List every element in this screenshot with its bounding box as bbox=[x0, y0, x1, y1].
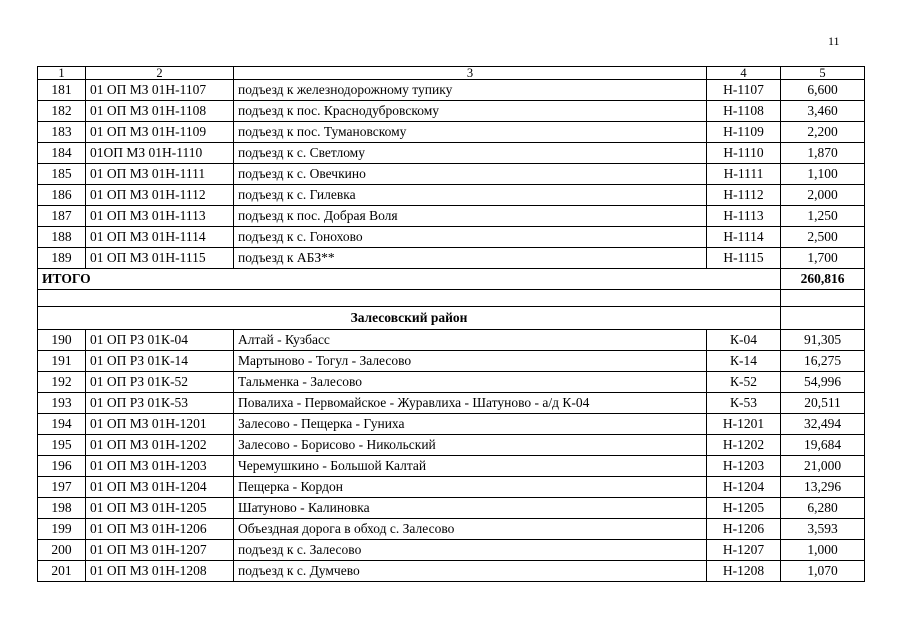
section-header-row bbox=[38, 307, 865, 330]
road-length: 1,250 bbox=[781, 206, 865, 227]
spacer-cell bbox=[781, 290, 865, 307]
road-index: Н-1204 bbox=[707, 477, 781, 498]
road-length: 3,460 bbox=[781, 101, 865, 122]
road-length: 13,296 bbox=[781, 477, 865, 498]
road-length: 1,700 bbox=[781, 248, 865, 269]
table-row bbox=[38, 185, 865, 206]
road-length: 21,000 bbox=[781, 456, 865, 477]
road-index: К-14 bbox=[707, 351, 781, 372]
road-code: 01 ОП МЗ 01Н-1113 bbox=[86, 206, 234, 227]
road-length: 1,870 bbox=[781, 143, 865, 164]
table-row bbox=[38, 80, 865, 101]
road-index: Н-1113 bbox=[707, 206, 781, 227]
road-length: 3,593 bbox=[781, 519, 865, 540]
road-length: 2,000 bbox=[781, 185, 865, 206]
row-number: 187 bbox=[38, 206, 86, 227]
road-registry-table bbox=[37, 66, 865, 582]
row-number: 192 bbox=[38, 372, 86, 393]
table-row bbox=[38, 101, 865, 122]
road-name: подъезд к АБЗ** bbox=[234, 248, 707, 269]
road-code: 01 ОП МЗ 01Н-1206 bbox=[86, 519, 234, 540]
table-row bbox=[38, 456, 865, 477]
road-length: 32,494 bbox=[781, 414, 865, 435]
header-col-5: 5 bbox=[781, 67, 865, 80]
total-row bbox=[38, 269, 865, 290]
road-code: 01 ОП РЗ 01К-14 bbox=[86, 351, 234, 372]
road-index: К-52 bbox=[707, 372, 781, 393]
table-row bbox=[38, 561, 865, 582]
road-index: К-04 bbox=[707, 330, 781, 351]
road-code: 01 ОП МЗ 01Н-1203 bbox=[86, 456, 234, 477]
row-number: 186 bbox=[38, 185, 86, 206]
road-name: подъезд к с. Светлому bbox=[234, 143, 707, 164]
column-number-header bbox=[38, 67, 865, 80]
road-code: 01 ОП РЗ 01К-53 bbox=[86, 393, 234, 414]
table-row bbox=[38, 351, 865, 372]
road-index: Н-1207 bbox=[707, 540, 781, 561]
row-number: 194 bbox=[38, 414, 86, 435]
road-code: 01 ОП МЗ 01Н-1204 bbox=[86, 477, 234, 498]
road-index: Н-1111 bbox=[707, 164, 781, 185]
header-col-4: 4 bbox=[707, 67, 781, 80]
road-index: Н-1202 bbox=[707, 435, 781, 456]
road-code: 01 ОП МЗ 01Н-1207 bbox=[86, 540, 234, 561]
total-label: ИТОГО bbox=[38, 269, 781, 290]
road-length: 1,000 bbox=[781, 540, 865, 561]
row-number: 201 bbox=[38, 561, 86, 582]
road-index: Н-1208 bbox=[707, 561, 781, 582]
road-code: 01 ОП МЗ 01Н-1201 bbox=[86, 414, 234, 435]
spacer-row bbox=[38, 290, 865, 307]
row-number: 184 bbox=[38, 143, 86, 164]
header-col-3: 3 bbox=[234, 67, 707, 80]
road-index: Н-1203 bbox=[707, 456, 781, 477]
road-length: 6,280 bbox=[781, 498, 865, 519]
road-name: Объездная дорога в обход с. Залесово bbox=[234, 519, 707, 540]
road-name: Залесово - Пещерка - Гуниха bbox=[234, 414, 707, 435]
road-index: Н-1107 bbox=[707, 80, 781, 101]
road-name: подъезд к с. Овечкино bbox=[234, 164, 707, 185]
road-code: 01 ОП МЗ 01Н-1114 bbox=[86, 227, 234, 248]
row-number: 181 bbox=[38, 80, 86, 101]
table-row bbox=[38, 330, 865, 351]
road-length: 2,200 bbox=[781, 122, 865, 143]
road-name: Алтай - Кузбасс bbox=[234, 330, 707, 351]
table-row bbox=[38, 498, 865, 519]
spacer-cell bbox=[38, 290, 781, 307]
table-row bbox=[38, 519, 865, 540]
table-row bbox=[38, 477, 865, 498]
table-row bbox=[38, 372, 865, 393]
road-index: Н-1201 bbox=[707, 414, 781, 435]
row-number: 183 bbox=[38, 122, 86, 143]
road-length: 1,100 bbox=[781, 164, 865, 185]
road-index: Н-1114 bbox=[707, 227, 781, 248]
road-length: 1,070 bbox=[781, 561, 865, 582]
road-length: 19,684 bbox=[781, 435, 865, 456]
table-row bbox=[38, 248, 865, 269]
road-index: Н-1115 bbox=[707, 248, 781, 269]
road-index: Н-1108 bbox=[707, 101, 781, 122]
table-row bbox=[38, 540, 865, 561]
header-col-1: 1 bbox=[38, 67, 86, 80]
road-code: 01 ОП МЗ 01Н-1202 bbox=[86, 435, 234, 456]
road-code: 01ОП МЗ 01Н-1110 bbox=[86, 143, 234, 164]
row-number: 196 bbox=[38, 456, 86, 477]
road-name: Мартыново - Тогул - Залесово bbox=[234, 351, 707, 372]
row-number: 195 bbox=[38, 435, 86, 456]
road-name: подъезд к пос. Краснодубровскому bbox=[234, 101, 707, 122]
road-index: Н-1112 bbox=[707, 185, 781, 206]
row-number: 190 bbox=[38, 330, 86, 351]
total-value: 260,816 bbox=[781, 269, 865, 290]
road-name: Шатуново - Калиновка bbox=[234, 498, 707, 519]
row-number: 198 bbox=[38, 498, 86, 519]
road-index: К-53 bbox=[707, 393, 781, 414]
road-code: 01 ОП МЗ 01Н-1115 bbox=[86, 248, 234, 269]
road-length: 16,275 bbox=[781, 351, 865, 372]
row-number: 185 bbox=[38, 164, 86, 185]
road-length: 54,996 bbox=[781, 372, 865, 393]
row-number: 197 bbox=[38, 477, 86, 498]
table-row bbox=[38, 414, 865, 435]
table-row bbox=[38, 206, 865, 227]
table-body bbox=[38, 67, 865, 582]
road-index: Н-1110 bbox=[707, 143, 781, 164]
road-length: 20,511 bbox=[781, 393, 865, 414]
table-row bbox=[38, 227, 865, 248]
road-name: Пещерка - Кордон bbox=[234, 477, 707, 498]
row-number: 191 bbox=[38, 351, 86, 372]
row-number: 200 bbox=[38, 540, 86, 561]
table-row bbox=[38, 143, 865, 164]
road-code: 01 ОП МЗ 01Н-1205 bbox=[86, 498, 234, 519]
road-name: подъезд к с. Гилевка bbox=[234, 185, 707, 206]
road-code: 01 ОП МЗ 01Н-1109 bbox=[86, 122, 234, 143]
road-name: подъезд к пос. Добрая Воля bbox=[234, 206, 707, 227]
road-index: Н-1206 bbox=[707, 519, 781, 540]
row-number: 182 bbox=[38, 101, 86, 122]
road-code: 01 ОП МЗ 01Н-1112 bbox=[86, 185, 234, 206]
page-number: 11 bbox=[828, 34, 840, 48]
section-title: Залесовский район bbox=[38, 307, 781, 330]
road-name: подъезд к с. Залесово bbox=[234, 540, 707, 561]
road-name: подъезд к железнодорожному тупику bbox=[234, 80, 707, 101]
road-name: Черемушкино - Большой Калтай bbox=[234, 456, 707, 477]
table-row bbox=[38, 393, 865, 414]
table-row bbox=[38, 435, 865, 456]
section-empty-cell bbox=[781, 307, 865, 330]
road-length: 91,305 bbox=[781, 330, 865, 351]
row-number: 193 bbox=[38, 393, 86, 414]
road-code: 01 ОП МЗ 01Н-1208 bbox=[86, 561, 234, 582]
road-name: подъезд к с. Думчево bbox=[234, 561, 707, 582]
row-number: 188 bbox=[38, 227, 86, 248]
road-code: 01 ОП РЗ 01К-52 bbox=[86, 372, 234, 393]
road-length: 2,500 bbox=[781, 227, 865, 248]
road-name: Повалиха - Первомайское - Журавлиха - Шатуново - а/д К-04 bbox=[234, 393, 707, 414]
road-name: подъезд к с. Гонохово bbox=[234, 227, 707, 248]
road-name: Залесово - Борисово - Никольский bbox=[234, 435, 707, 456]
table-row bbox=[38, 164, 865, 185]
header-col-2: 2 bbox=[86, 67, 234, 80]
row-number: 199 bbox=[38, 519, 86, 540]
road-code: 01 ОП МЗ 01Н-1107 bbox=[86, 80, 234, 101]
road-index: Н-1109 bbox=[707, 122, 781, 143]
row-number: 189 bbox=[38, 248, 86, 269]
road-code: 01 ОП РЗ 01К-04 bbox=[86, 330, 234, 351]
road-index: Н-1205 bbox=[707, 498, 781, 519]
road-name: Тальменка - Залесово bbox=[234, 372, 707, 393]
road-name: подъезд к пос. Тумановскому bbox=[234, 122, 707, 143]
table-row bbox=[38, 122, 865, 143]
road-code: 01 ОП МЗ 01Н-1108 bbox=[86, 101, 234, 122]
road-length: 6,600 bbox=[781, 80, 865, 101]
road-code: 01 ОП МЗ 01Н-1111 bbox=[86, 164, 234, 185]
